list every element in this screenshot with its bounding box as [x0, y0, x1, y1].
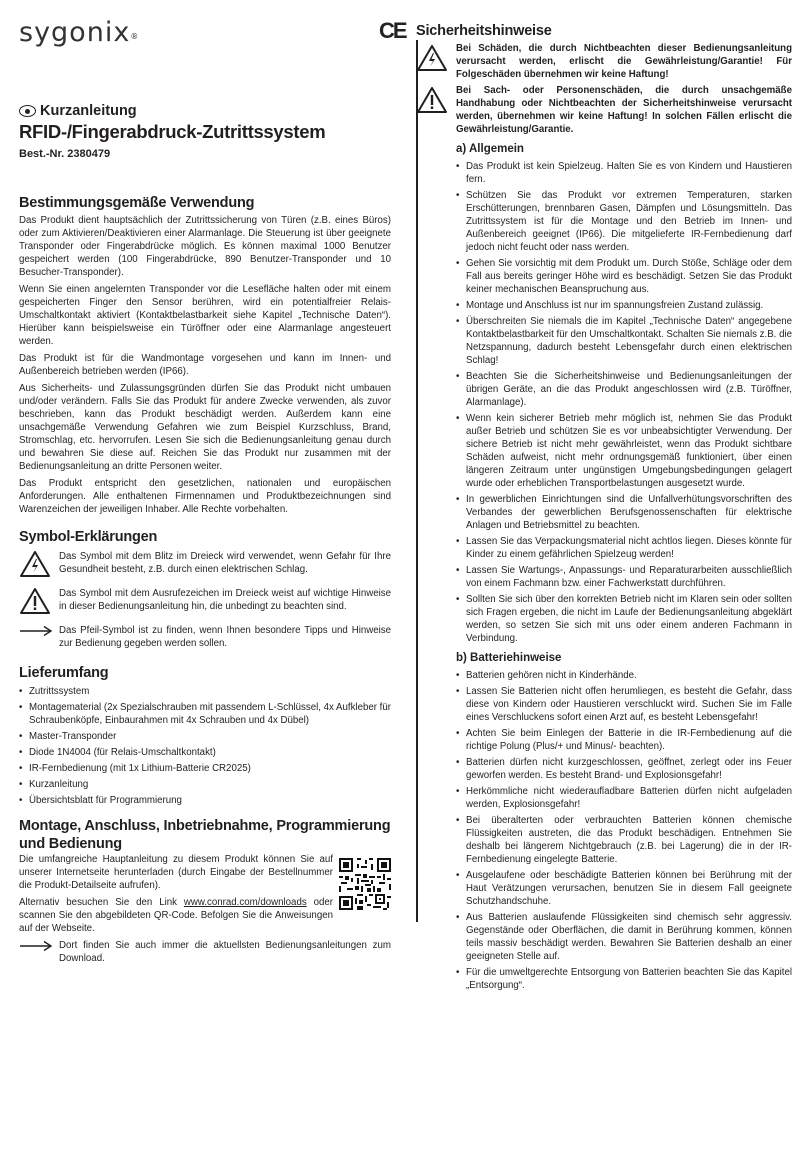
arrow-icon: [19, 939, 59, 957]
list-item: • Übersichtsblatt für Programmierung: [19, 794, 391, 807]
brand-logo: sygonix®: [19, 17, 140, 48]
qr-code[interactable]: [339, 858, 391, 910]
warning-block: [416, 84, 792, 136]
kurzanleitung-label: Kurzanleitung: [19, 103, 391, 119]
montage-body: [19, 853, 391, 935]
subsection-heading: a) Allgemein: [456, 143, 524, 155]
list-item: • Bei überalterten oder verbrauchten Batterien können chemische Flüssigkeiten austreten, die das Produkt beschädigen. Entnehmen Sie deshalb bei längerem Nichtgebrauch (z.B. bei Lagerung) die in der IR-Fernbedienung eingelegte Batterie.: [456, 814, 792, 866]
list-item: • Batterien gehören nicht in Kinderhände.: [456, 669, 792, 682]
paragraph: Die umfangreiche Hauptanleitung zu diesem Produkt können Sie auf unserer Internetseite herunterladen (durch Eingabe der Bestellnummer die Produkt-Detailseite aufrufen).: [19, 854, 333, 891]
lightning-warning-icon: [19, 550, 59, 583]
list-item: • Sollten Sie sich über den korrekten Betrieb nicht im Klaren sein oder sollten sich Fragen ergeben, die nicht im Laufe der Bedienungsanleitung abgeklärt werden, so setzen Sie sich mit uns oder einem anderen Fachmann in Verbindung.: [456, 593, 792, 645]
subsection-heading: b) Batteriehinweise: [456, 652, 562, 664]
list-item: • Diode 1N4004 (für Relais-Umschaltkontakt): [19, 746, 391, 759]
list-item: • Für die umweltgerechte Entsorgung von Batterien beachten Sie das Kapitel „Entsorgung“.: [456, 966, 792, 992]
tip-row: [19, 939, 391, 965]
paragraph: Wenn Sie einen angelernten Transponder vor die Lesefläche halten oder mit einem gespeicherten Finger den Sensor berühren, wird ein potentialfreier Relais-Umschaltkontakt aktiviert (Kontaktbelastbarkeit siehe Kapitel „Technische Daten“). Hierüber kann beispielsweise ein Türöffner oder eine Alarmanlage angesteuert werden.: [19, 284, 391, 347]
list-item: • Lassen Sie Wartungs-, Anpassungs- und Reparaturarbeiten ausschließlich von einem Fachmann bzw. einer Fachwerkstatt durchführen.: [456, 564, 792, 590]
section-bestimmung: [19, 194, 391, 516]
symbol-row: [19, 550, 391, 583]
warning-text: Bei Sach- oder Personenschäden, die durch unsachgemäße Handhabung oder Nichtbeachten der Sicherheitshinweise verursacht werden, übernehmen wir keine Haftung! In solchen Fällen erlischt die Gewährleistung/Garantie.: [456, 85, 792, 135]
list-item: • Ausgelaufene oder beschädigte Batterien können bei Berührung mit der Haut Verätzungen verursachen, benutzen Sie in diesem Fall geeignete Schutzhandschuhe.: [456, 869, 792, 908]
section-heading: Bestimmungsgemäße Verwendung: [19, 195, 255, 211]
list-item: • Das Produkt ist kein Spielzeug. Halten Sie es von Kindern und Haustieren fern.: [456, 160, 792, 186]
safety-lists: [416, 142, 792, 992]
list-item: • Achten Sie beim Einlegen der Batterie in die IR-Fernbedienung auf die richtige Polung (Plus/+ und Minus/- beachten).: [456, 727, 792, 753]
warning-text: Bei Schäden, die durch Nichtbeachten dieser Bedienungsanleitung verursacht werden, erlischt die Gewährleistung/Garantie! Für Folgeschäden übernehmen wir keine Haftung!: [456, 43, 792, 80]
list-item: • Batterien dürfen nicht kurzgeschlossen, geöffnet, zerlegt oder ins Feuer geworfen werden. Es besteht Brand- und Explosionsgefahr!: [456, 756, 792, 782]
ce-mark: CE: [379, 18, 406, 43]
lightning-warning-icon: [416, 42, 456, 81]
exclamation-warning-icon: [416, 84, 456, 136]
lieferumfang-list: [19, 685, 391, 807]
order-number: Best.-Nr. 2380479: [19, 148, 111, 160]
symbol-text: Das Pfeil-Symbol ist zu finden, wenn Ihnen besondere Tipps und Hinweise zur Bedienung gegeben werden sollen.: [59, 625, 391, 649]
list-item: • Gehen Sie vorsichtig mit dem Produkt um. Durch Stöße, Schläge oder dem Fall aus bereits geringer Höhe wird es beschädigt. Setzen Sie das Produkt keiner mechanischen Beanspruchung aus.: [456, 257, 792, 296]
section-heading: Sicherheitshinweise: [416, 23, 552, 39]
symbol-text: Das Symbol mit dem Blitz im Dreieck wird verwendet, wenn Gefahr für Ihre Gesundheit besteht, z.B. durch einen elektrischen Schlag.: [59, 551, 391, 575]
right-column: [416, 22, 792, 995]
paragraph: Alternativ besuchen Sie den Link www.conrad.com/downloads oder scannen Sie den abgebildeten QR-Code. Befolgen Sie die Anweisungen auf der Webseite.: [19, 897, 333, 934]
warning-block: [416, 42, 792, 81]
list-item: • Lassen Sie das Verpackungsmaterial nicht achtlos liegen. Dieses könnte für Kinder zu einem gefährlichen Spielzeug werden!: [456, 535, 792, 561]
list-item: • Montagematerial (2x Spezialschrauben mit passendem L-Schlüssel, 4x Aufkleber für Schraubenköpfe, Einbaurahmen mit 4x Schrauben und 4x Dübel): [19, 701, 391, 727]
paragraph: Das Produkt ist für die Wandmontage vorgesehen und kann im Innen- und Außenbereich betrieben werden (IP66).: [19, 353, 391, 377]
list-item: • Zutrittssystem: [19, 685, 391, 698]
section-symbole: [19, 528, 391, 650]
page-title: RFID-/Fingerabdruck-Zutrittssystem: [19, 121, 326, 142]
list-item: • Master-Transponder: [19, 730, 391, 743]
section-heading: Lieferumfang: [19, 665, 109, 681]
list-item: • In gewerblichen Einrichtungen sind die Unfallverhütungsvorschriften des Verbandes der gewerblichen Berufsgenossenschaften für elektrische Anlagen und Betriebsmittel zu beachten.: [456, 493, 792, 532]
list-item: • Überschreiten Sie niemals die im Kapitel „Technische Daten“ angegebene Kontaktbelastbarkeit für den Umschaltkontakt. Schalten Sie niemals z.B. die Netzspannung, dadurch besteht Lebensgefahr durch einen elektrischen Schlag!: [456, 315, 792, 367]
symbol-text: Das Symbol mit dem Ausrufezeichen im Dreieck weist auf wichtige Hinweise in dieser Bedienungsanleitung hin, die unbedingt zu beachten sind.: [59, 588, 391, 612]
section-lieferumfang: [19, 664, 391, 807]
allgemein-list: [456, 160, 792, 645]
list-item: • IR-Fernbedienung (mit 1x Lithium-Batterie CR2025): [19, 762, 391, 775]
list-item: • Lassen Sie Batterien nicht offen herumliegen, es besteht die Gefahr, dass diese von Kindern oder Haustieren verschluckt wird. Suchen Sie im Falle eines Verschluckens sofort einen Arzt auf, es besteht Lebensgefahr!: [456, 685, 792, 724]
list-item: • Herkömmliche nicht wiederaufladbare Batterien dürfen nicht aufgeladen werden, Explosionsgefahr!: [456, 785, 792, 811]
batterie-list: [456, 669, 792, 992]
paragraph: Das Produkt entspricht den gesetzlichen, nationalen und europäischen Anforderungen. Alle enthaltenen Firmennamen und Produktbezeichnungen sind Warenzeichen der jeweiligen Inhaber. Alle Rechte vorbehalten.: [19, 478, 391, 515]
tip-text: Dort finden Sie auch immer die aktuellsten Bedienungsanleitungen zum Download.: [59, 940, 391, 964]
section-montage: [19, 817, 391, 965]
list-item: • Beachten Sie die Sicherheitshinweise und Bedienungsanleitungen der übrigen Geräte, an die das Produkt angeschlossen wird (z.B. Türöffner, Alarmanlage).: [456, 370, 792, 409]
symbol-row: [19, 587, 391, 620]
section-heading: Montage, Anschluss, Inbetriebnahme, Programmierung und Bedienung: [19, 818, 391, 852]
list-item: • Schützen Sie das Produkt vor extremen Temperaturen, starken Erschütterungen, brennbaren Gasen, Dämpfen und Lösungsmitteln. Das Zutrittssystem ist für die Montage und den Betrieb im Innen- und Außenbereich geeignet (IP66). Die mitgelieferte IR-Fernbedienung darf jedoch nicht feucht oder nass werden.: [456, 189, 792, 254]
download-link[interactable]: www.conrad.com/downloads: [183, 897, 307, 908]
section-heading: Symbol-Erklärungen: [19, 529, 158, 545]
section-sicherheit: [416, 22, 792, 992]
eye-icon: [19, 105, 36, 117]
paragraph: Das Produkt dient hauptsächlich der Zutrittssicherung von Türen (z.B. eines Büros) oder zum Aktivieren/Deaktivieren einer Alarmanlage. Die Steuerung ist über geeignete Transponder oder Fingerabdrücke möglich. Es können maximal 1000 Benutzer gespeichert werden (100 Fingerabdrücke, 890 Benutzer-Transponder und 10 Besucher-Transponder).: [19, 215, 391, 278]
list-item: • Kurzanleitung: [19, 778, 391, 791]
symbol-row: [19, 624, 391, 650]
list-item: • Wenn kein sicherer Betrieb mehr möglich ist, nehmen Sie das Produkt außer Betrieb und schützen Sie es vor unbeabsichtigter Verwendung. Der sichere Betrieb ist nicht mehr gewährleistet, wenn das Produkt sichtbare Schäden aufweist, nicht mehr ordnungsgemäß funktioniert, über einen längeren Zeitraum unter ungünstigen Umgebungsbedingungen gelagert wurde oder erheblichen Transportbelastungen ausgesetzt wurde.: [456, 412, 792, 490]
list-item: • Aus Batterien auslaufende Flüssigkeiten sind chemisch sehr aggressiv. Gegenstände oder Oberflächen, die damit in Berührung kommen, können teils massiv beschädigt werden. Bewahren Sie Batterien deshalb an einer geeigneten Stelle auf.: [456, 911, 792, 963]
left-column: [19, 17, 406, 965]
exclamation-warning-icon: [19, 587, 59, 620]
paragraph: Aus Sicherheits- und Zulassungsgründen dürfen Sie das Produkt nicht umbauen und/oder verändern. Falls Sie das Produkt für andere Zwecke verwenden, als zuvor beschrieben, kann das Produkt beschädigt werden. Außerdem kann eine unsachgemäße Verwendung Gefahren wie zum Beispiel Kurzschluss, Brand, Stromschlag, etc. hervorrufen. Lesen Sie sich die Bedienungsanleitung genau durch und bewahren Sie diese auf. Reichen Sie das Produkt nur zusammen mit der Bedienungsanleitung an dritte Personen weiter.: [19, 383, 391, 472]
arrow-icon: [19, 624, 59, 650]
list-item: • Montage und Anschluss ist nur im spannungsfreien Zustand zulässig.: [456, 299, 792, 312]
